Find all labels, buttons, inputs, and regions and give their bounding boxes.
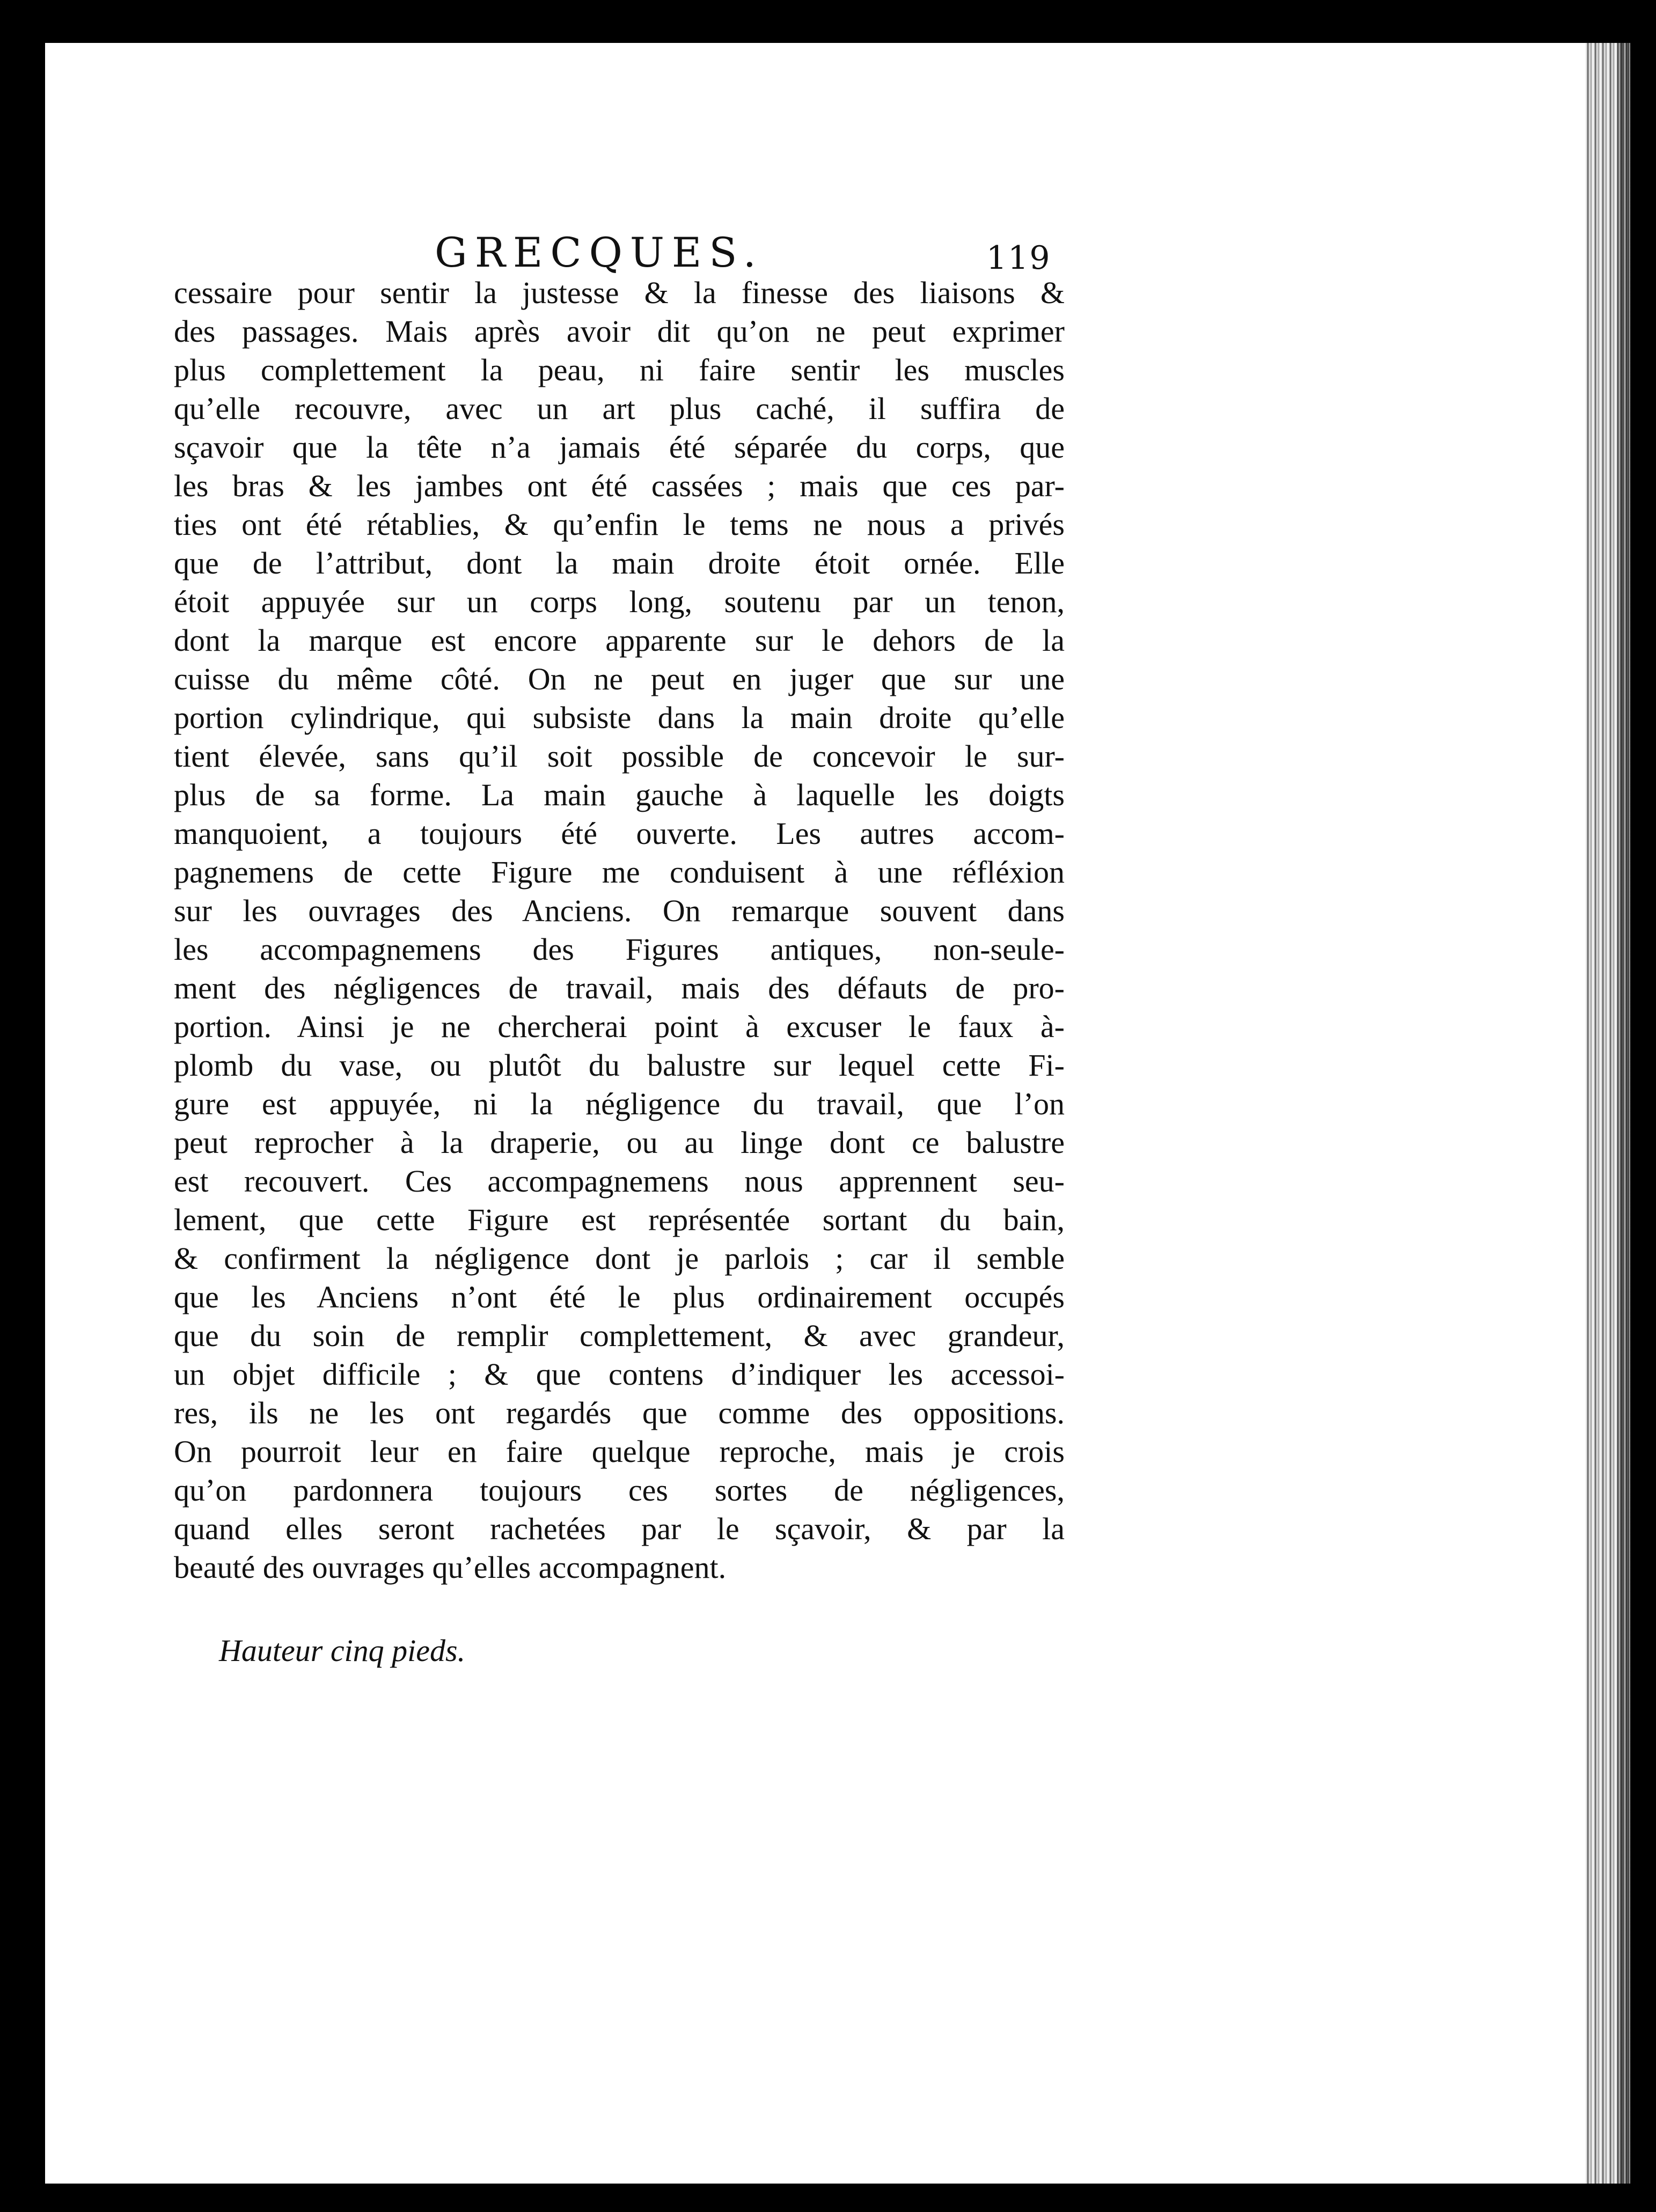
- text-line: sur les ouvrages des Anciens. On remarque souvent dans: [174, 893, 1065, 928]
- text-line: pagnemens de cette Figure me conduisent à une réfléxion: [174, 855, 1065, 890]
- text-line: quand elles seront rachetées par le sçavoir, & par la: [174, 1511, 1065, 1546]
- text-line: beauté des ouvrages qu’elles accompagnent.: [174, 1550, 727, 1585]
- text-line: que du soin de remplir complettement, & avec grandeur,: [174, 1318, 1065, 1353]
- text-line: On pourroit leur en faire quelque reproche, mais je crois: [174, 1434, 1065, 1469]
- text-line: que les Anciens n’ont été le plus ordinairement occupés: [174, 1280, 1065, 1314]
- text-line: manquoient, a toujours été ouverte. Les autres accom-: [174, 816, 1065, 851]
- text-line: & confirment la négligence dont je parlois ; car il semble: [174, 1241, 1065, 1276]
- text-line: qu’elle recouvre, avec un art plus caché, il suffira de: [174, 391, 1065, 426]
- text-line: un objet difficile ; & que contens d’indiquer les accessoi-: [174, 1357, 1065, 1392]
- text-line: plus complettement la peau, ni faire sentir les muscles: [174, 352, 1065, 387]
- text-line: dont la marque est encore apparente sur le dehors de la: [174, 623, 1065, 658]
- text-line: lement, que cette Figure est représentée sortant du bain,: [174, 1202, 1065, 1237]
- text-line: ties ont été rétablies, & qu’enfin le tems ne nous a privés: [174, 507, 1065, 542]
- text-line: plus de sa forme. La main gauche à laquelle les doigts: [174, 777, 1065, 812]
- text-line: portion. Ainsi je ne chercherai point à excuser le faux à-: [174, 1009, 1065, 1044]
- page-edge-stack: [1585, 43, 1617, 2184]
- text-line: plomb du vase, ou plutôt du balustre sur lequel cette Fi-: [174, 1048, 1065, 1083]
- text-line: est recouvert. Ces accompagnemens nous apprennent seu-: [174, 1164, 1065, 1199]
- text-line: portion cylindrique, qui subsiste dans la main droite qu’elle: [174, 700, 1065, 735]
- text-line: les bras & les jambes ont été cassées ; mais que ces par-: [174, 468, 1065, 503]
- page-edge-shadow: [1617, 43, 1630, 2184]
- text-line: cessaire pour sentir la justesse & la finesse des liaisons &: [174, 275, 1065, 310]
- text-line: tient élevée, sans qu’il soit possible de concevoir le sur-: [174, 739, 1065, 774]
- dimension-note: Hauteur cinq pieds.: [219, 1633, 466, 1668]
- text-line: des passages. Mais après avoir dit qu’on ne peut exprimer: [174, 314, 1065, 349]
- text-line: étoit appuyée sur un corps long, soutenu par un tenon,: [174, 584, 1065, 619]
- page-number: 119: [986, 239, 1051, 277]
- text-line: sçavoir que la tête n’a jamais été séparée du corps, que: [174, 430, 1065, 465]
- text-line: qu’on pardonnera toujours ces sortes de négligences,: [174, 1473, 1065, 1508]
- text-line: peut reprocher à la draperie, ou au linge dont ce balustre: [174, 1125, 1065, 1160]
- text-line: res, ils ne les ont regardés que comme des oppositions.: [174, 1395, 1065, 1430]
- text-line: les accompagnemens des Figures antiques, non-seule-: [174, 932, 1065, 967]
- running-head: GRECQUES.: [435, 229, 764, 276]
- text-line: ment des négligences de travail, mais des défauts de pro-: [174, 971, 1065, 1005]
- text-line: gure est appuyée, ni la négligence du travail, que l’on: [174, 1086, 1065, 1121]
- text-line: que de l’attribut, dont la main droite étoit ornée. Elle: [174, 546, 1065, 580]
- body-text: [174, 274, 1065, 1587]
- text-line: cuisse du même côté. On ne peut en juger que sur une: [174, 662, 1065, 696]
